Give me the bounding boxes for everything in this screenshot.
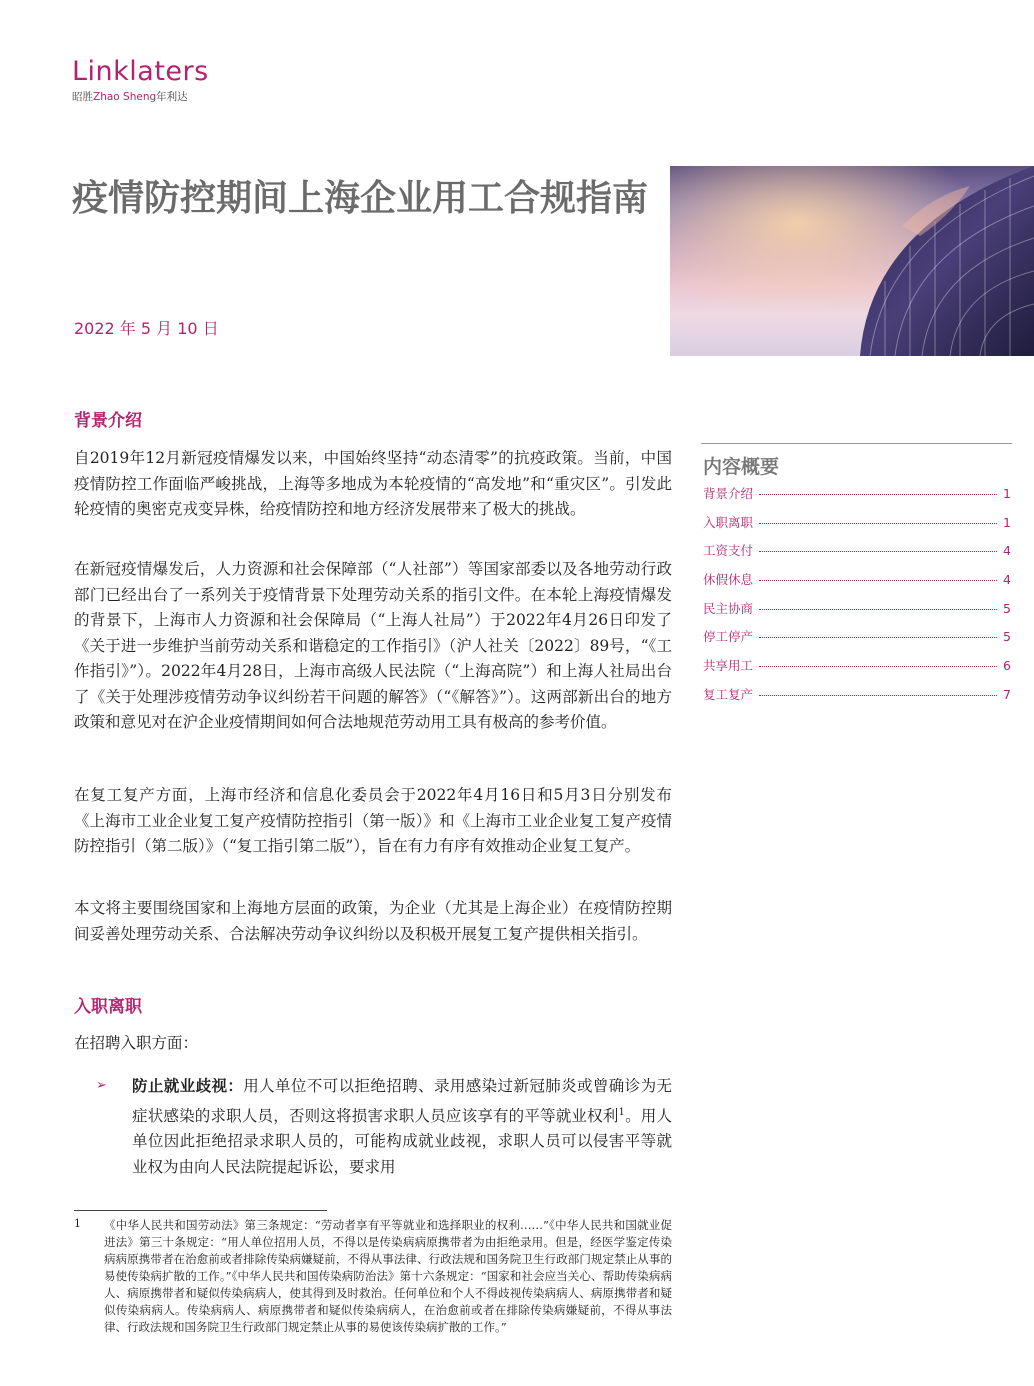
logo-sub-right: 年利达	[156, 91, 188, 103]
bullet-text-b: 。用人单位因此拒绝招录求职人员的，可能构成就业歧视，求职人员可以侵害平等就业权为由向人民法院提起诉讼，要求用	[132, 1106, 672, 1176]
toc-item-label: 停工停产	[703, 629, 754, 645]
toc-item-label: 休假休息	[703, 572, 754, 588]
toc-list	[703, 484, 1011, 714]
toc-item-label: 民主协商	[703, 600, 754, 616]
paragraph-4: 本文将主要围绕国家和上海地方层面的政策，为企业（尤其是上海企业）在疫情防控期间妥善处理劳动关系、合法解决劳动争议纠纷以及积极开展复工复产提供相关指引。	[74, 899, 672, 943]
paragraph-2: 在新冠疫情爆发后，人力资源和社会保障部（“人社部”）等国家部委以及各地劳动行政部门已经出台了一系列关于疫情背景下处理劳动关系的指引文件。在本轮上海疫情爆发的背景下，上海市人力资源和社会保障局（“上海人社局”）于2022年4月26日印发了《关于进一步维护当前劳动关系和谐稳定的工作指引》（沪人社关〔2022〕89号，“《工作指引》”）。2022年4月28日，上海市高级人民法院（“上海高院”）和上海人社局出台了《关于处理涉疫情劳动争议纠纷若干问题的解答》（“《解答》”）。这两部新出台的地方政策和意见对在沪企业疫情期间如何合法地规范劳动用工具有极高的参考价值。	[74, 560, 672, 731]
toc-dots	[759, 551, 997, 552]
toc-item-page: 5	[1003, 600, 1011, 616]
toc-item-page: 4	[1003, 572, 1011, 588]
toc-item[interactable]	[703, 541, 1011, 570]
toc-item-page: 1	[1003, 514, 1011, 530]
toc-item[interactable]	[703, 685, 1011, 714]
toc-dots	[759, 609, 997, 610]
toc-item[interactable]	[703, 627, 1011, 656]
toc-heading: 内容概要	[703, 456, 780, 478]
bullet-anti-discrimination	[132, 1074, 672, 1180]
logo-subtitle	[72, 89, 188, 104]
bullet-title: 防止就业歧视：	[132, 1077, 244, 1095]
section-heading-onboarding: 入职离职	[74, 997, 142, 1017]
toc-item-label: 工资支付	[703, 543, 754, 559]
toc-item-page: 1	[1003, 486, 1011, 501]
toc-item[interactable]	[703, 513, 1011, 542]
toc-item-label: 复工复产	[703, 686, 754, 702]
toc-item-label: 背景介绍	[703, 486, 754, 501]
footnote-ref[interactable]: 1	[618, 1106, 625, 1118]
onboarding-intro: 在招聘入职方面：	[74, 1034, 199, 1052]
bullet-arrow-icon: ➢	[96, 1078, 107, 1093]
footnote-number: 1	[74, 1217, 81, 1230]
logo-sub-left: 昭胜	[72, 91, 93, 103]
footnote-text: 《中华人民共和国劳动法》第三条规定：“劳动者享有平等就业和选择职业的权利……”《中华人民共和国就业促进法》第三十条规定：“用人单位招用人员，不得以是传染病病原携带者为由拒绝录用。但是，经医学鉴定传染病病原携带者在治愈前或者排除传染病嫌疑前，不得从事法律、行政法规和国务院卫生行政部门规定禁止从事的易使传染病扩散的工作。”《中华人民共和国传染病防治法》第十六条规定：“国家和社会应当关心、帮助传染病病人、病原携带者和疑似传染病病人，使其得到及时救治。任何单位和个人不得歧视传染病病人、病原携带者和疑似传染病病人。传染病病人、病原携带者和疑似传染病病人，在治愈前或者在排除传染病嫌疑前，不得从事法律、行政法规和国务院卫生行政部门规定禁止从事的易使该传染病扩散的工作。”	[104, 1218, 672, 1334]
paragraph-1: 自2019年12月新冠疫情爆发以来，中国始终坚持“动态清零”的抗疫政策。当前，中国疫情防控工作面临严峻挑战，上海等多地成为本轮疫情的“高发地”和“重灾区”。引发此轮疫情的奥密克戎变异株，给疫情防控和地方经济发展带来了极大的挑战。	[74, 449, 672, 518]
logo-sub-mid: Zhao Sheng	[93, 91, 157, 103]
toc-dots	[759, 695, 997, 696]
footnote-rule	[74, 1210, 327, 1211]
toc-item-label: 共享用工	[703, 658, 754, 674]
toc-rule	[701, 443, 1012, 444]
document-date: 2022 年 5 月 10 日	[74, 319, 219, 338]
toc-dots	[759, 666, 997, 667]
linklaters-logo: Linklaters	[72, 56, 209, 87]
hero-image	[670, 166, 1034, 356]
paragraph-3: 在复工复产方面，上海市经济和信息化委员会于2022年4月16日和5月3日分别发布《上海市工业企业复工复产疫情防控指引（第一版）》和《上海市工业企业复工复产疫情防控指引（第二版）》（“复工指引第二版”），旨在有力有序有效推动企业复工复产。	[74, 786, 672, 855]
toc-item[interactable]	[703, 570, 1011, 599]
toc-item-page: 6	[1003, 658, 1011, 674]
toc-dots	[759, 637, 997, 638]
toc-item-page: 5	[1003, 629, 1011, 645]
toc-item[interactable]	[703, 484, 1011, 513]
toc-item-page: 4	[1003, 543, 1011, 559]
section-heading-background: 背景介绍	[74, 411, 142, 431]
toc-dots	[759, 523, 997, 524]
toc-item-page: 7	[1003, 686, 1011, 702]
toc-dots	[759, 580, 997, 581]
glass-building-illustration	[670, 166, 1034, 356]
toc-item[interactable]	[703, 656, 1011, 685]
bullet-text-a: 用人单位不可以拒绝招聘、录用感染过新冠肺炎或曾确诊为无症状感染的求职人员，否则这将损害求职人员应该享有的平等就业权利	[132, 1077, 672, 1125]
toc-item-label: 入职离职	[703, 514, 754, 530]
toc-item[interactable]	[703, 599, 1011, 628]
toc-dots	[759, 494, 997, 495]
document-title: 疫情防控期间上海企业用工合规指南	[72, 178, 649, 219]
